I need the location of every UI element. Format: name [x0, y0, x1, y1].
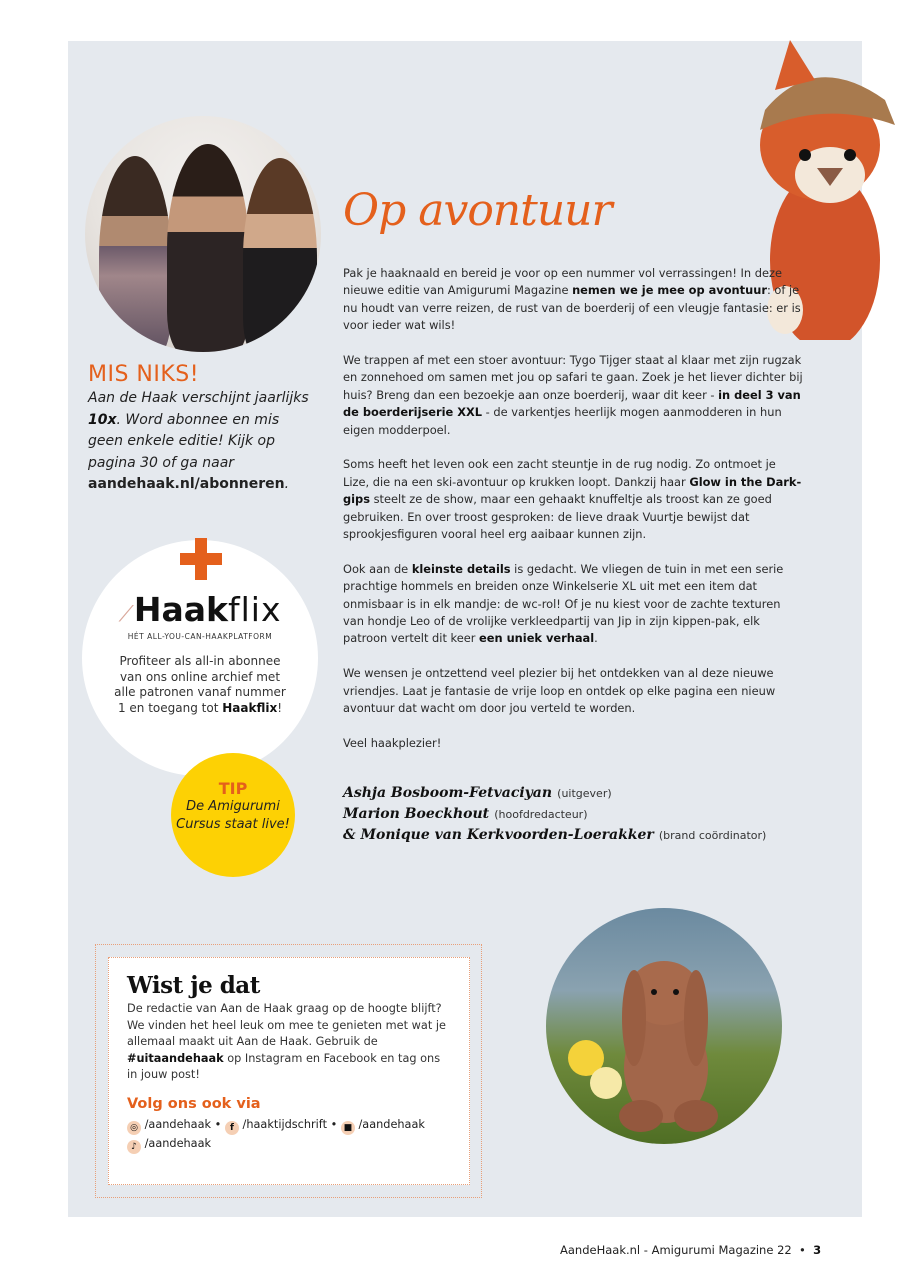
text: !	[277, 700, 283, 715]
hook-lines-icon: ⟋	[118, 602, 134, 627]
bold-text: Glow in the Dark-gips	[343, 474, 802, 507]
tiktok-icon: ♪	[127, 1140, 141, 1154]
text: .	[284, 476, 290, 492]
text: .	[594, 631, 598, 646]
signatures	[343, 782, 766, 845]
bold-text: kleinste details	[411, 561, 511, 576]
subscription-box	[88, 362, 318, 496]
paragraph	[343, 352, 803, 439]
text: is gedacht. We vliegen de tuin in met een serie prachtige hommels en breiden onze Winkelserie XL uit met een item dat onmisbaar is in elk mandje: de wc-rol! Of je nu kiest voor de zachte texturen van hondje Leo of de vrolijke verkleedpartij van Jip in zijn kippen-pak, elk patroon vertelt dit keer	[343, 561, 784, 646]
social-instagram[interactable]: /aandehaak	[144, 1117, 212, 1131]
signature-name: Ashja Bosboom-Fetvaciyan	[343, 785, 553, 801]
text: Soms heeft het leven ook een zacht steuntje in de rug nodig. Zo ontmoet je Lize, die na een ski-avontuur op krukken loopt. Dankzij haar	[343, 457, 776, 489]
facebook-icon: f	[225, 1121, 239, 1135]
social-links	[127, 1116, 451, 1154]
signature	[343, 782, 766, 803]
separator: •	[214, 1117, 222, 1131]
text: . Word abonnee en mis geen enkele editie! Kijk op pagina 30 of ga naar	[88, 411, 280, 471]
social-video[interactable]: /aandehaak	[358, 1117, 425, 1131]
paragraph	[343, 561, 803, 648]
separator: •	[799, 1243, 806, 1257]
haakflix-logo	[82, 590, 318, 629]
follow-heading: Volg ons ook via	[127, 1095, 261, 1112]
signature-role: (uitgever)	[557, 787, 612, 800]
text: Pak je haaknaald en bereid je voor op een nummer vol verrassingen! In deze nieuwe editie van Amigurumi Magazine	[343, 266, 782, 298]
article-body	[343, 265, 803, 770]
logo-bold: Haak	[133, 590, 229, 629]
tip-text: De Amigurumi Cursus staat live!	[176, 799, 290, 832]
article-title: Op avontuur	[343, 185, 612, 236]
text: We trappen af met een stoer avontuur: Tygo Tijger staat al klaar met zijn rugzak en zonnehoed om samen met jou op safari te gaan. Zoek je het liever dichter bij huis? Breng dan een bezoekje aan onze boerderij, waar dit keer -	[343, 353, 803, 402]
instagram-icon: ◎	[127, 1121, 141, 1135]
wist-heading: Wist je dat	[127, 972, 260, 999]
hashtag: #uitaandehaak	[127, 1051, 224, 1065]
closing: Veel haakplezier!	[343, 735, 442, 750]
page-footer	[560, 1243, 821, 1257]
tip-heading: TIP	[218, 779, 248, 798]
paragraph	[343, 265, 803, 335]
bunny-illustration	[546, 908, 782, 1144]
bold-text: een uniek verhaal	[479, 631, 595, 646]
footer-text: AandeHaak.nl - Amigurumi Magazine 22	[560, 1243, 792, 1257]
separator: •	[330, 1117, 338, 1131]
signature-name: & Monique van Kerkvoorden-Loerakker	[343, 827, 654, 843]
bold-text: Haakflix	[222, 700, 278, 715]
editors-photo	[85, 116, 321, 352]
bold-text: in deel 3 van de boerderijserie XXL	[343, 387, 801, 420]
crocheted-bunny-image	[546, 908, 782, 1144]
mis-niks-text	[88, 388, 318, 496]
logo-light: flix	[228, 590, 282, 629]
tip-badge	[171, 753, 295, 877]
bold-text: 10x	[88, 411, 117, 428]
text: Profiteer als all-in abonnee van ons online archief met alle patronen vanaf nummer 1 en toegang tot	[114, 654, 286, 715]
mis-niks-heading: MIS NIKS!	[88, 362, 200, 387]
wist-je-dat-box	[108, 957, 470, 1185]
text: Aan de Haak verschijnt jaarlijks	[88, 390, 309, 406]
plus-icon	[180, 538, 222, 580]
wist-text	[127, 1001, 451, 1084]
text: De redactie van Aan de Haak graag op de hoogte blijft? We vinden het heel leuk om mee te genieten met wat je allemaal maakt uit Aan de Haak. Gebruik de	[127, 1002, 446, 1048]
page-number: 3	[813, 1243, 822, 1257]
text: op Instagram en Facebook en tag ons in jouw post!	[127, 1051, 441, 1081]
haakflix-tagline: HÉT ALL-YOU-CAN-HAAKPLATFORM	[127, 632, 273, 641]
signature	[343, 824, 766, 845]
text: Ook aan de	[343, 561, 412, 576]
signature-role: (hoofdredacteur)	[494, 808, 588, 821]
text: - de varkentjes heerlijk mogen aanmodderen in hun eigen modderpoel.	[343, 405, 782, 437]
text: : of je nu houdt van verre reizen, de rust van de boerderij of een vleugje fantasie: er is voor ieder wat wils!	[343, 283, 801, 333]
paragraph	[343, 456, 803, 543]
haakflix-text	[110, 654, 290, 716]
signature	[343, 803, 766, 824]
video-icon: ■	[341, 1121, 355, 1135]
signature-name: Marion Boeckhout	[343, 806, 490, 822]
social-facebook[interactable]: /haaktijdschrift	[242, 1117, 328, 1131]
bold-text: nemen we je mee op avontuur	[572, 283, 767, 298]
subscribe-link[interactable]: aandehaak.nl/abonneren	[88, 476, 285, 492]
signature-role: (brand coördinator)	[658, 829, 767, 842]
social-tiktok[interactable]: /aandehaak	[144, 1136, 212, 1150]
text: steelt ze de show, maar een gehaakt knuffeltje als troost kan ze goed gebruiken. En over troost gesproken: de lieve draak Vuurtje bewijst dat sprookjesfiguren vooral heel erg aaibaar kunnen zijn.	[343, 492, 772, 542]
paragraph: We wensen je ontzettend veel plezier bij het ontdekken van al deze nieuwe vriendjes. Laat je fantasie de vrije loop en ontdek op elke pagina een nieuw avontuur dat wacht om door jou verteld te worden.	[343, 666, 776, 716]
